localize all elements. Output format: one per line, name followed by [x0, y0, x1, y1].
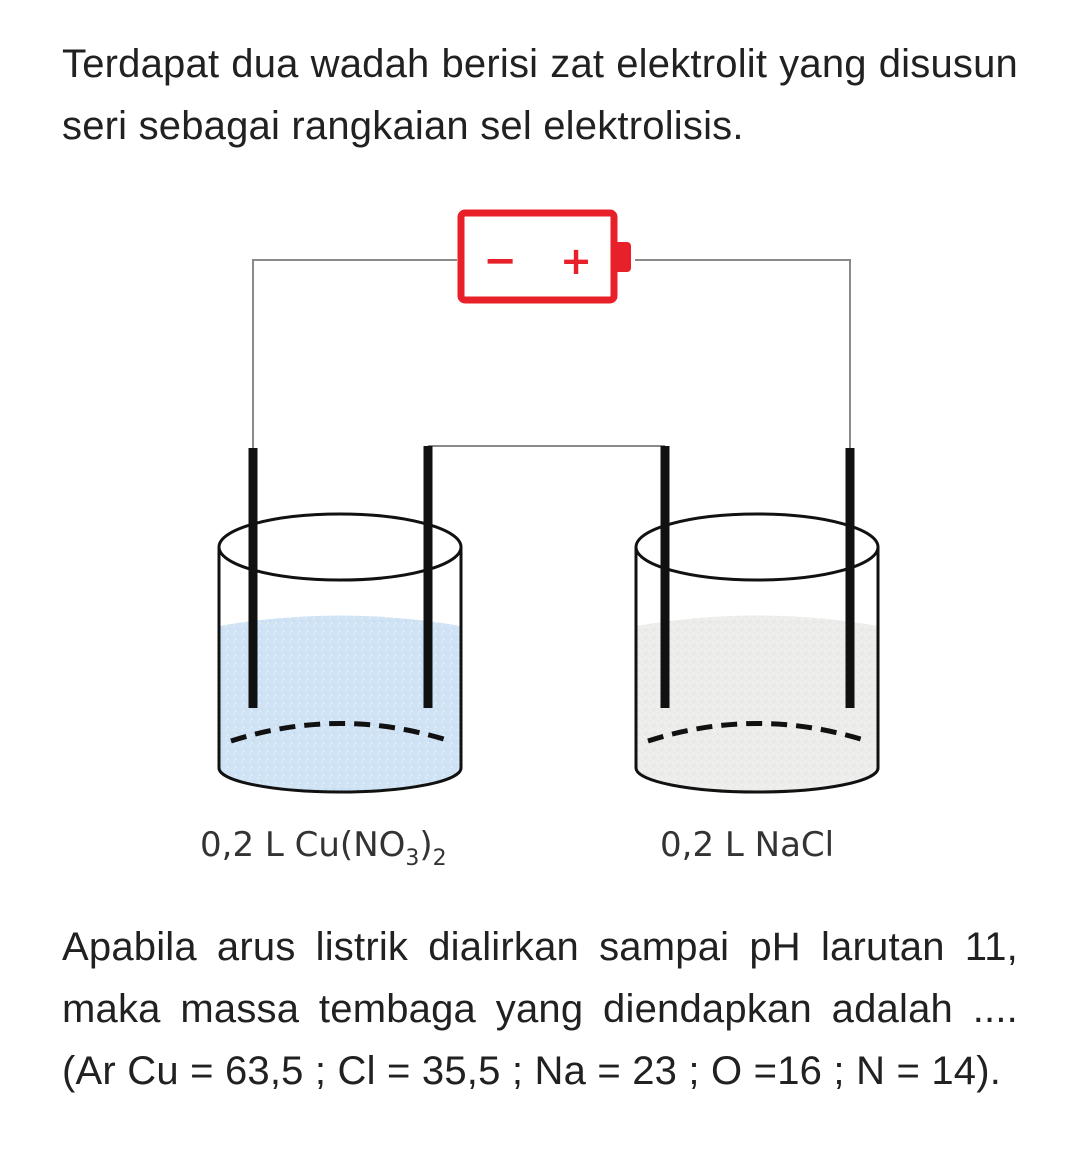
- electrolysis-diagram: [0, 190, 1080, 890]
- battery-negative-sign: −: [483, 238, 517, 284]
- battery-positive-sign: +: [560, 239, 592, 283]
- cell-right-formula: NaCl: [754, 825, 835, 865]
- cell-left-label: [200, 825, 447, 871]
- cell-left-formula: Cu(NO: [294, 825, 406, 865]
- wire-right: [635, 260, 850, 450]
- intro-paragraph: Terdapat dua wadah berisi zat elektrolit yang disusun seri sebagai rangkaian sel elektrolisis.: [62, 42, 1018, 148]
- liquid-right: [636, 616, 878, 793]
- cell-left-paren: ): [419, 825, 433, 865]
- beaker-right: [636, 446, 878, 792]
- question-paragraph: Apabila arus listrik dialirkan sampai pH larutan 11, maka massa tembaga yang diendapkan adalah .... (Ar Cu = 63,5 ; Cl = 35,5 ; Na = 23 ; O =16 ; N = 14).: [62, 925, 1018, 1093]
- cell-left-sub2: 2: [432, 846, 447, 871]
- wire-left: [253, 260, 457, 450]
- cell-left-sub1: 3: [405, 846, 420, 871]
- cell-right-volume: 0,2 L: [660, 825, 744, 865]
- beaker-right-rim: [636, 514, 878, 580]
- cell-left-volume: 0,2 L: [200, 825, 284, 865]
- cell-right-label: [660, 825, 834, 865]
- beaker-left: [219, 446, 461, 792]
- battery-icon: [461, 213, 631, 300]
- battery-terminal: [614, 242, 631, 272]
